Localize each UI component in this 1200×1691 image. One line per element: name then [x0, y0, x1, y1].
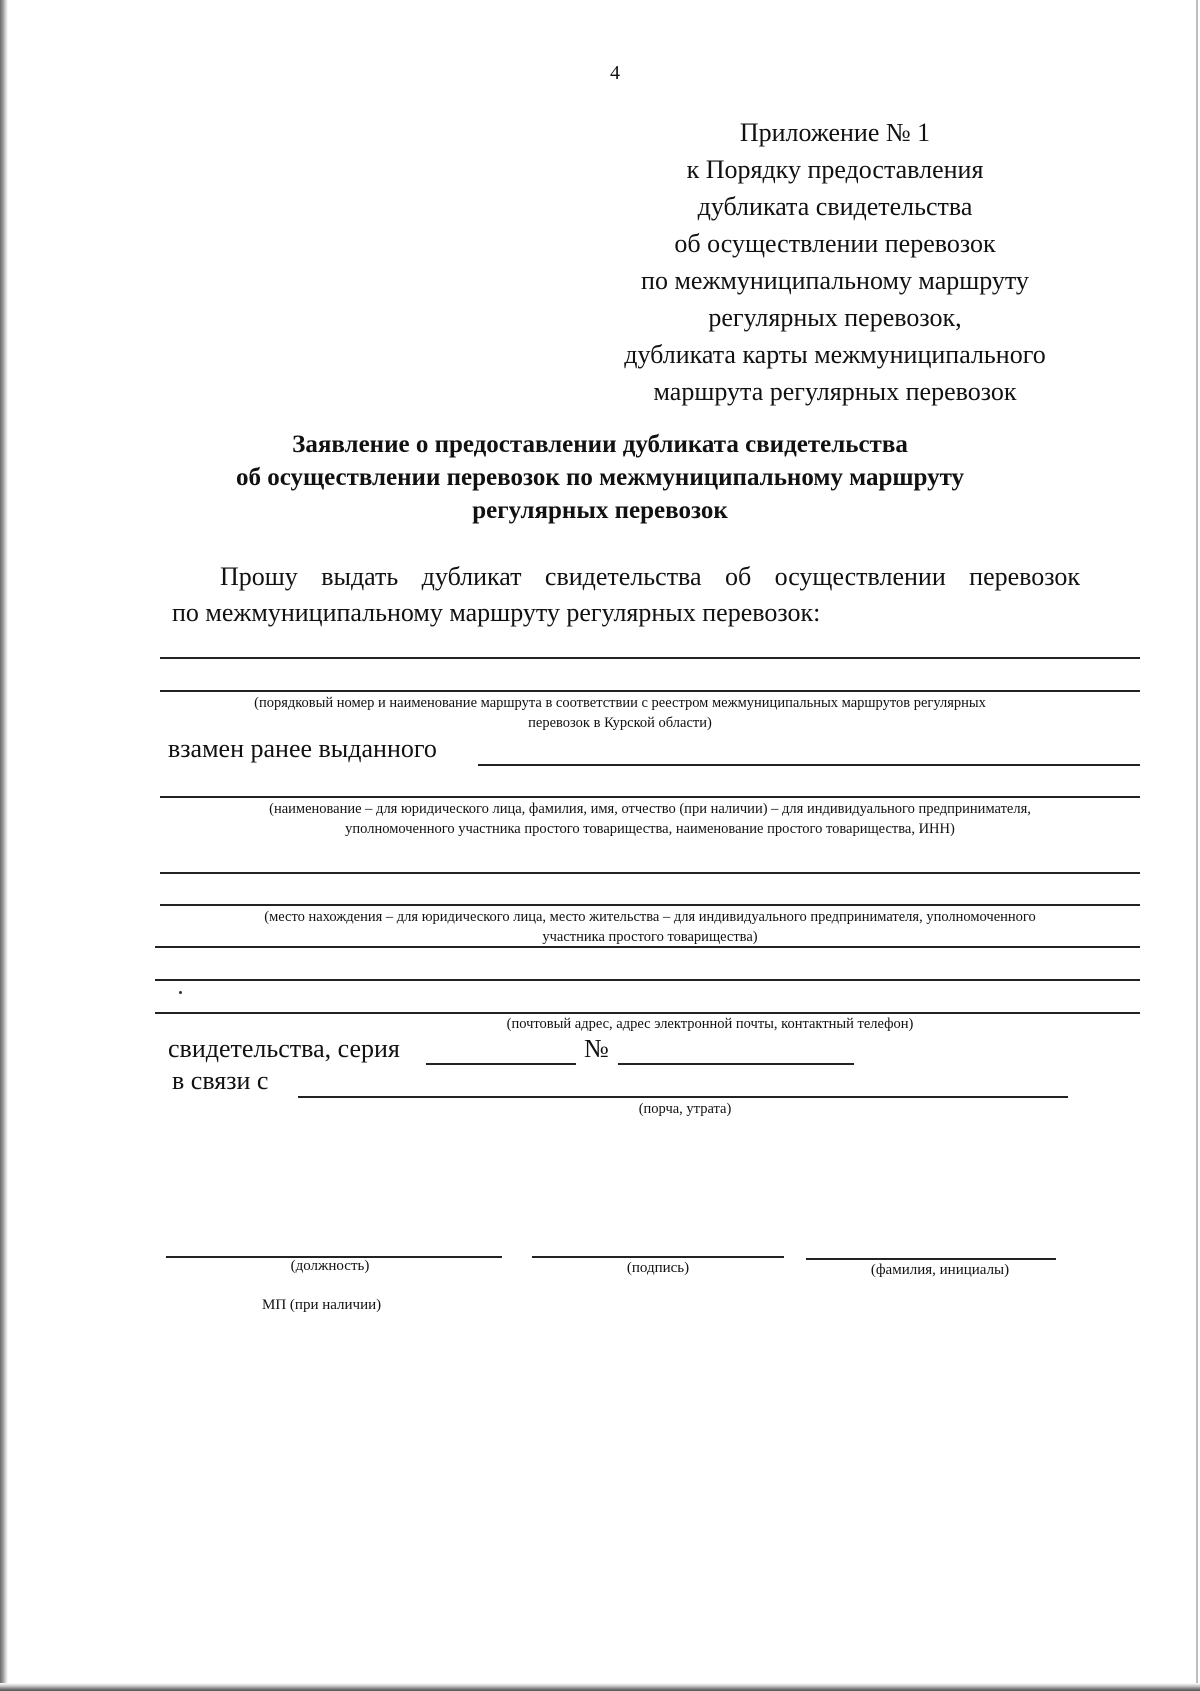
- location-caption: [160, 907, 1140, 947]
- series-fill-line[interactable]: [426, 1063, 576, 1065]
- caption-line: участника простого товарищества): [542, 929, 758, 945]
- caption-line: уполномоченного участника простого товарищества, наименование простого товарищества, ИНН): [345, 821, 955, 837]
- route-fill-line-1[interactable]: [160, 657, 1140, 659]
- number-fill-line[interactable]: [618, 1063, 854, 1065]
- holder-caption: [160, 799, 1140, 839]
- annex-line: маршрута регулярных перевозок: [653, 377, 1017, 406]
- route-fill-line-2[interactable]: [160, 690, 1140, 692]
- location-fill-line-2[interactable]: [160, 904, 1140, 906]
- annex-line: по межмуниципальному маршруту: [641, 266, 1029, 295]
- position-caption: (должность): [290, 1258, 370, 1274]
- seal-label: МП (при наличии): [262, 1297, 382, 1313]
- caption-line: (наименование – для юридического лица, фамилия, имя, отчество (при наличии) – для индивидуального предпринимателя,: [269, 801, 1031, 817]
- caption-line: (место нахождения – для юридического лица, место жительства – для индивидуального предпринимателя, уполномоченного: [264, 909, 1036, 925]
- sign-caption: (подпись): [626, 1260, 690, 1276]
- annex-line: регулярных перевозок,: [708, 303, 962, 332]
- reason-fill-line[interactable]: [298, 1096, 1068, 1098]
- scan-edge-bottom: [0, 1683, 1200, 1691]
- scan-speck: [179, 991, 182, 994]
- title-line: об осуществлении перевозок по межмуниципальному маршруту: [235, 464, 965, 491]
- scan-edge-left: [0, 0, 8, 1691]
- contacts-caption: (почтовый адрес, адрес электронной почты, контактный телефон): [506, 1016, 914, 1032]
- document-title: [150, 428, 1050, 527]
- certificate-series-label: свидетельства, серия: [168, 1034, 400, 1063]
- due-to-label: в связи с: [172, 1066, 269, 1095]
- name-signature-line[interactable]: [806, 1258, 1056, 1260]
- scan-edge-right: [1196, 0, 1198, 1691]
- request-text-line-2: по межмуниципальному маршруту регулярных перевозок:: [172, 598, 821, 627]
- number-label: №: [584, 1034, 609, 1063]
- title-line: регулярных перевозок: [472, 497, 728, 524]
- reason-caption: (порча, утрата): [638, 1101, 732, 1117]
- location-fill-line-3[interactable]: [155, 946, 1140, 948]
- instead-of-fill-line[interactable]: [478, 764, 1140, 766]
- annex-header: [600, 114, 1070, 410]
- sign-signature-line[interactable]: [532, 1256, 784, 1258]
- annex-line: дубликата свидетельства: [697, 192, 973, 221]
- annex-line: Приложение № 1: [739, 118, 931, 147]
- request-text-line-1: Прошу выдать дубликат свидетельства об осуществлении перевозок: [220, 562, 1080, 591]
- location-fill-line-1[interactable]: [160, 872, 1140, 874]
- name-caption: (фамилия, инициалы): [870, 1262, 1010, 1278]
- annex-line: к Порядку предоставления: [686, 155, 984, 184]
- holder-fill-line[interactable]: [160, 796, 1140, 798]
- caption-line: (порядковый номер и наименование маршрута в соответствии с реестром межмуниципальных маршрутов регулярных: [254, 695, 986, 711]
- route-caption: [150, 693, 1090, 733]
- title-line: Заявление о предоставлении дубликата свидетельства: [292, 431, 908, 458]
- contacts-fill-line-1[interactable]: [155, 979, 1140, 981]
- annex-line: дубликата карты межмуниципального: [624, 340, 1046, 369]
- annex-line: об осуществлении перевозок: [674, 229, 996, 258]
- instead-of-label: взамен ранее выданного: [168, 734, 437, 763]
- page-number: 4: [610, 62, 620, 84]
- caption-line: перевозок в Курской области): [528, 715, 712, 731]
